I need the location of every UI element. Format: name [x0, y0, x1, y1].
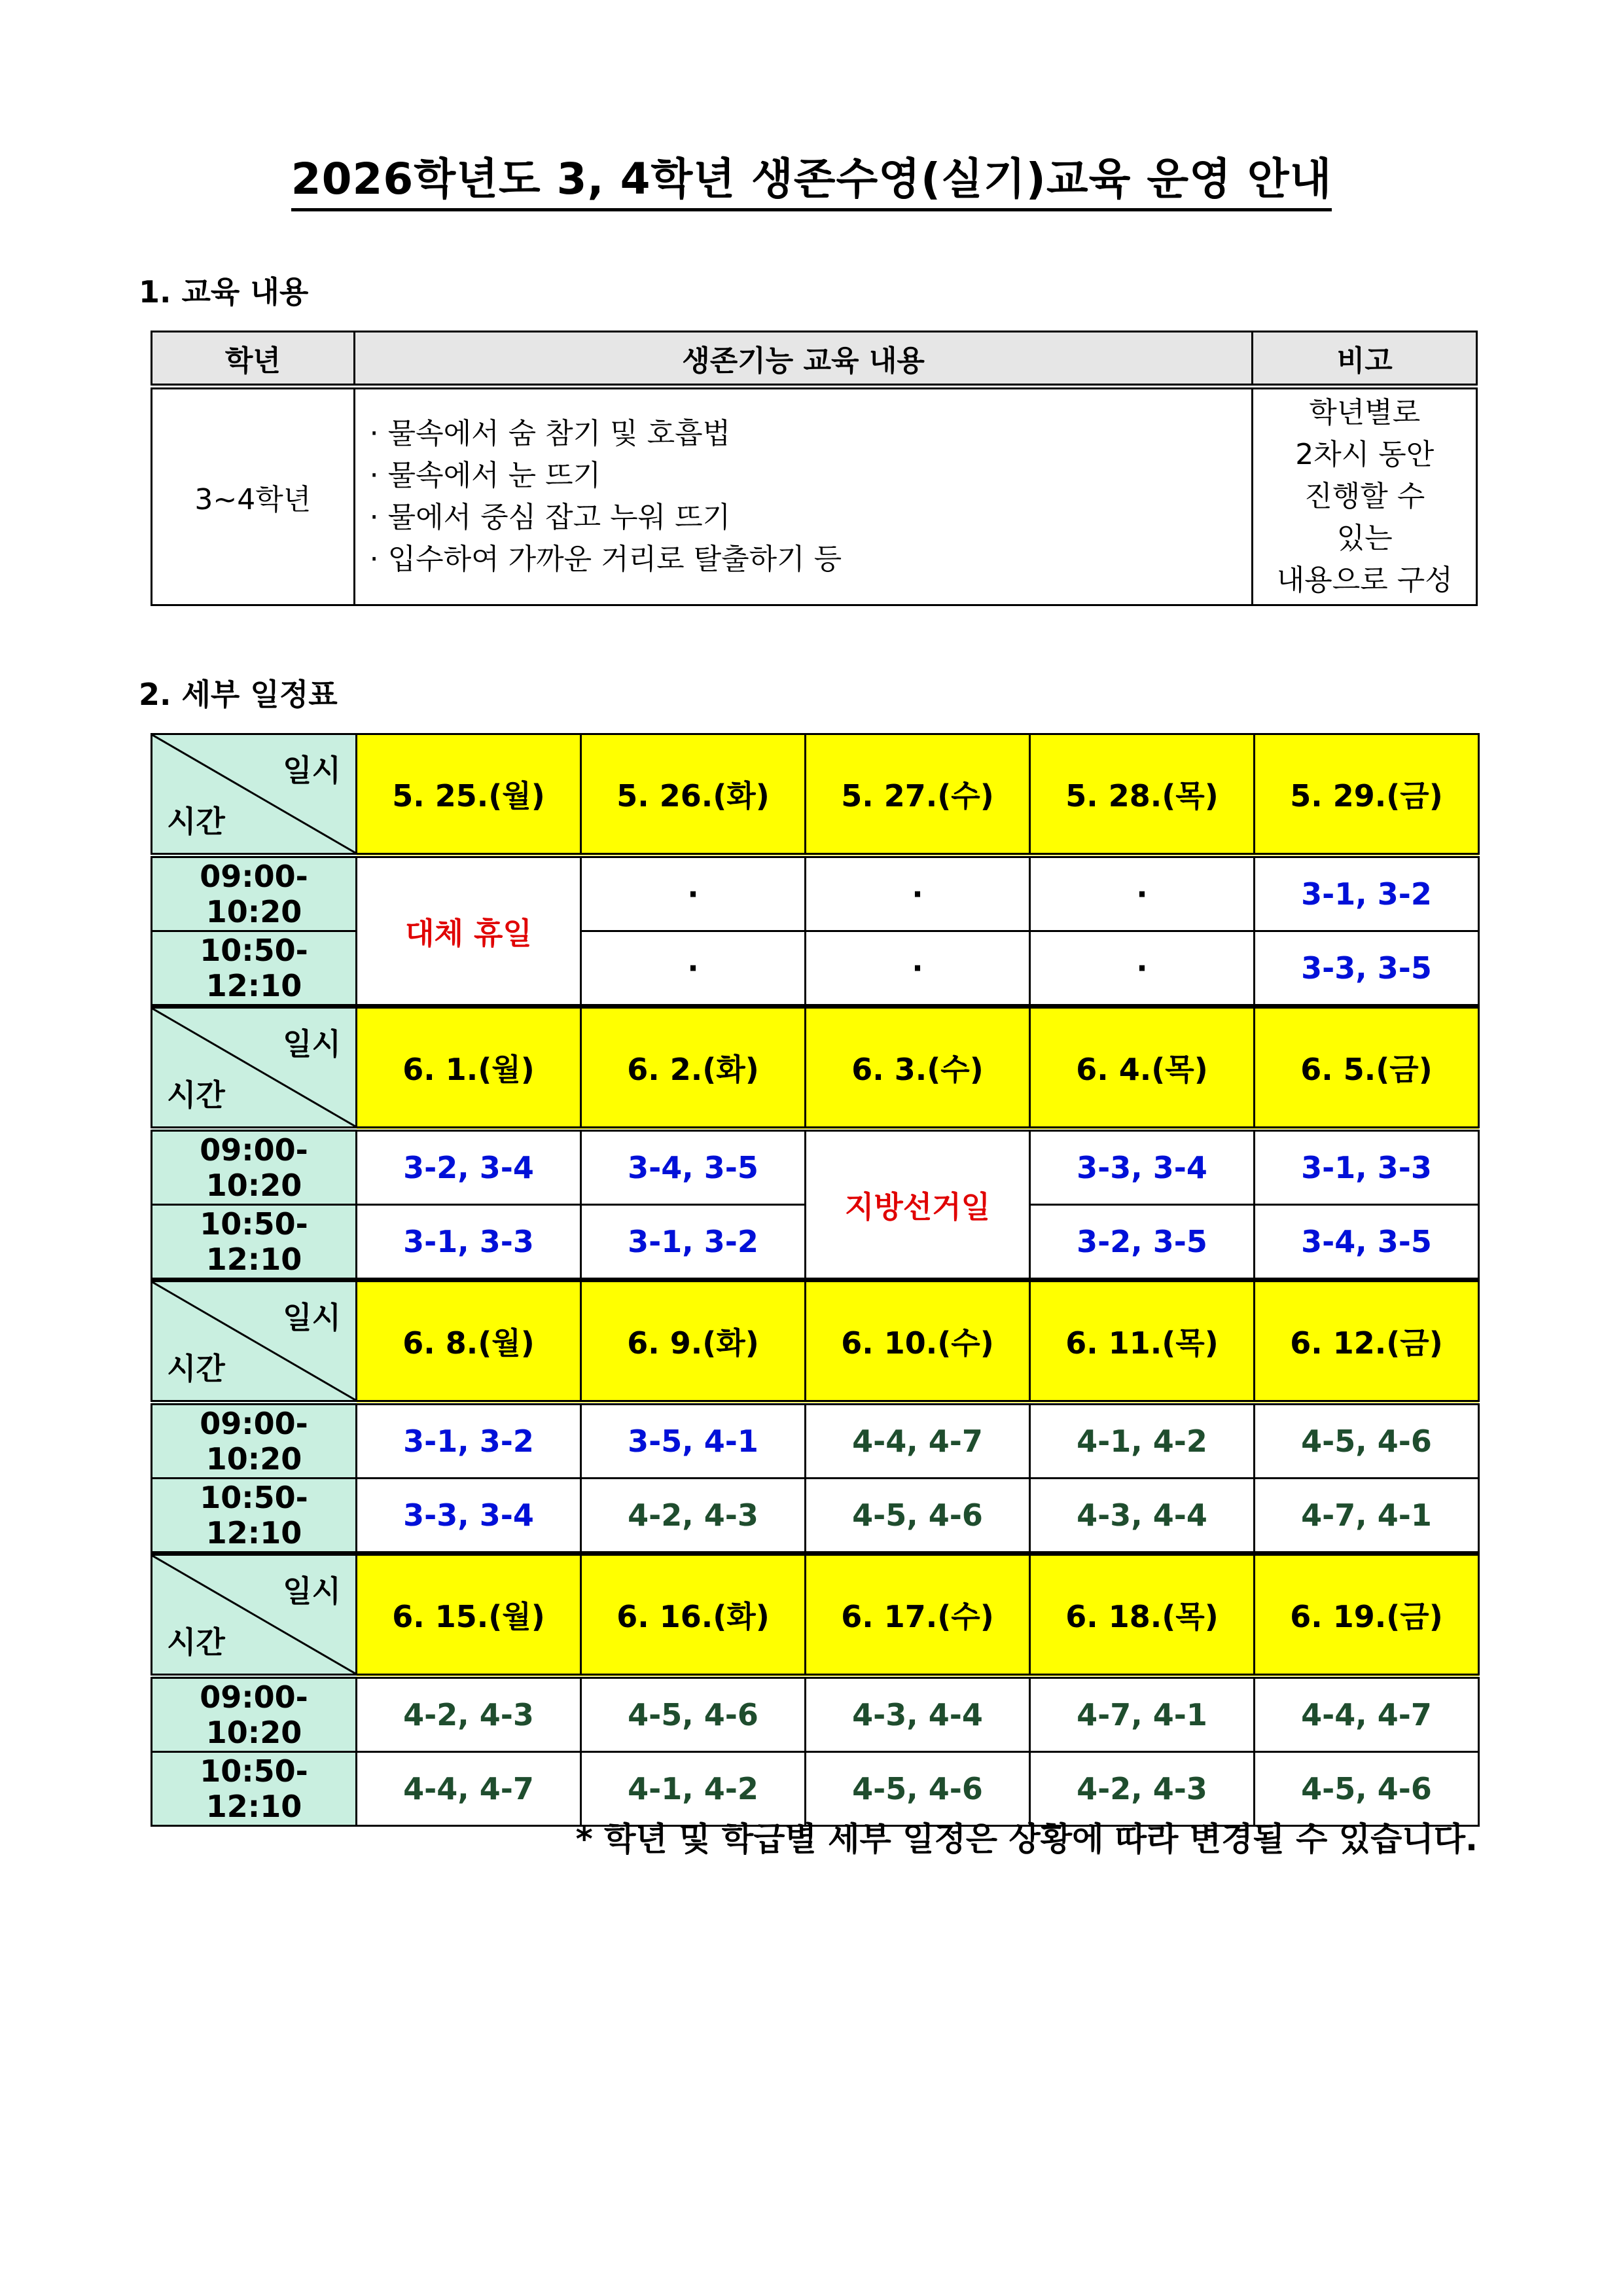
- corner-date-label: 일시: [283, 1026, 341, 1062]
- corner-time-label: 시간: [167, 1077, 225, 1113]
- content-item: · 물속에서 숨 참기 및 호흡법: [369, 417, 731, 450]
- date-cell: 6. 15.(월): [357, 1554, 581, 1677]
- note-line: 2차시 동안: [1295, 438, 1435, 471]
- date-cell: 6. 18.(목): [1030, 1554, 1255, 1677]
- session-row: [152, 855, 1479, 931]
- class-cell: 4-4, 4-7: [357, 1752, 581, 1826]
- date-cell: 6. 3.(수): [806, 1007, 1030, 1130]
- session-row: [152, 1479, 1479, 1554]
- corner-cell: [152, 1554, 357, 1677]
- date-cell: 6. 9.(화): [581, 1280, 806, 1403]
- class-cell: 4-1, 4-2: [1030, 1403, 1255, 1479]
- class-cell: 4-2, 4-3: [1030, 1752, 1255, 1826]
- header-note: 비고: [1253, 332, 1477, 387]
- session-row: [152, 1403, 1479, 1479]
- header-content: 생존기능 교육 내용: [354, 332, 1253, 387]
- class-cell: 4-2, 4-3: [581, 1479, 806, 1554]
- class-cell: 4-3, 4-4: [1030, 1479, 1255, 1554]
- date-cell: 5. 26.(화): [581, 734, 806, 856]
- note-cell: [1253, 387, 1477, 605]
- class-cell: 3-2, 3-5: [1030, 1205, 1255, 1280]
- class-cell: 3-2, 3-4: [357, 1129, 581, 1205]
- class-cell: 3-4, 3-5: [581, 1129, 806, 1205]
- class-cell: ·: [806, 855, 1030, 931]
- time-cell: 09:00-10:20: [152, 1676, 357, 1752]
- section1-heading: 1. 교육 내용: [139, 274, 309, 310]
- date-header-row: [152, 1554, 1479, 1677]
- date-header-row: [152, 1280, 1479, 1403]
- class-cell: 3-1, 3-2: [357, 1403, 581, 1479]
- class-cell: 4-5, 4-6: [581, 1676, 806, 1752]
- class-cell: 4-4, 4-7: [1255, 1676, 1479, 1752]
- class-cell: 4-1, 4-2: [581, 1752, 806, 1826]
- class-cell: ·: [581, 931, 806, 1007]
- class-cell: 3-1, 3-3: [357, 1205, 581, 1280]
- grade-cell: 3~4학년: [152, 387, 355, 605]
- holiday-cell: 대체 휴일: [357, 855, 581, 1007]
- session-row: [152, 1676, 1479, 1752]
- class-cell: 3-3, 3-5: [1255, 931, 1479, 1007]
- date-cell: 6. 8.(월): [357, 1280, 581, 1403]
- date-cell: 5. 25.(월): [357, 734, 581, 856]
- corner-date-label: 일시: [283, 1573, 341, 1609]
- time-cell: 09:00-10:20: [152, 1403, 357, 1479]
- content-item: · 물에서 중심 잡고 누워 뜨기: [369, 501, 731, 534]
- session-row: [152, 1129, 1479, 1205]
- class-cell: 3-1, 3-3: [1255, 1129, 1479, 1205]
- date-cell: 6. 5.(금): [1255, 1007, 1479, 1130]
- class-cell: 3-4, 3-5: [1255, 1205, 1479, 1280]
- class-cell: 4-5, 4-6: [806, 1479, 1030, 1554]
- class-cell: 4-4, 4-7: [806, 1403, 1030, 1479]
- note-line: 진행할 수: [1304, 480, 1425, 513]
- corner-date-label: 일시: [283, 1300, 341, 1335]
- class-cell: 4-5, 4-6: [806, 1752, 1030, 1826]
- corner-time-label: 시간: [167, 1351, 225, 1386]
- content-item: · 입수하여 가까운 거리로 탈출하기 등: [369, 543, 842, 576]
- class-cell: 3-3, 3-4: [357, 1479, 581, 1554]
- corner-cell: [152, 1007, 357, 1130]
- page-title: 2026학년도 3, 4학년 생존수영(실기)교육 운영 안내: [0, 144, 1623, 206]
- date-header-row: [152, 1007, 1479, 1130]
- session-row: [152, 931, 1479, 1007]
- header-grade: 학년: [152, 332, 355, 387]
- date-cell: 6. 12.(금): [1255, 1280, 1479, 1403]
- education-content-table: [151, 331, 1478, 606]
- date-cell: 6. 4.(목): [1030, 1007, 1255, 1130]
- holiday-cell: 지방선거일: [806, 1129, 1030, 1280]
- date-header-row: [152, 734, 1479, 856]
- class-cell: ·: [581, 855, 806, 931]
- time-cell: 10:50-12:10: [152, 931, 357, 1007]
- date-cell: 5. 29.(금): [1255, 734, 1479, 856]
- date-cell: 6. 2.(화): [581, 1007, 806, 1130]
- date-cell: 6. 19.(금): [1255, 1554, 1479, 1677]
- time-cell: 10:50-12:10: [152, 1205, 357, 1280]
- note-line: 있는: [1336, 522, 1393, 555]
- class-cell: ·: [1030, 855, 1255, 931]
- content-items: [354, 387, 1253, 605]
- date-cell: 6. 11.(목): [1030, 1280, 1255, 1403]
- date-cell: 6. 17.(수): [806, 1554, 1030, 1677]
- date-cell: 6. 16.(화): [581, 1554, 806, 1677]
- footnote: * 학년 및 학급별 세부 일정은 상황에 따라 변경될 수 있습니다.: [575, 1820, 1478, 1858]
- time-cell: 10:50-12:10: [152, 1752, 357, 1826]
- date-cell: 6. 10.(수): [806, 1280, 1030, 1403]
- class-cell: 4-7, 4-1: [1030, 1676, 1255, 1752]
- corner-time-label: 시간: [167, 804, 225, 839]
- content-item: · 물속에서 눈 뜨기: [369, 459, 601, 492]
- note-line: 학년별로: [1309, 396, 1421, 429]
- class-cell: 3-5, 4-1: [581, 1403, 806, 1479]
- class-cell: ·: [806, 931, 1030, 1007]
- corner-cell: [152, 1280, 357, 1403]
- section2-heading: 2. 세부 일정표: [139, 677, 338, 712]
- class-cell: 3-3, 3-4: [1030, 1129, 1255, 1205]
- class-cell: 4-7, 4-1: [1255, 1479, 1479, 1554]
- class-cell: 3-1, 3-2: [1255, 855, 1479, 931]
- class-cell: ·: [1030, 931, 1255, 1007]
- note-line: 내용으로 구성: [1276, 564, 1453, 597]
- class-cell: 4-5, 4-6: [1255, 1403, 1479, 1479]
- schedule-table: [151, 733, 1480, 1827]
- time-cell: 09:00-10:20: [152, 855, 357, 931]
- corner-time-label: 시간: [167, 1624, 225, 1660]
- time-cell: 10:50-12:10: [152, 1479, 357, 1554]
- corner-date-label: 일시: [283, 753, 341, 788]
- time-cell: 09:00-10:20: [152, 1129, 357, 1205]
- date-cell: 6. 1.(월): [357, 1007, 581, 1130]
- corner-cell: [152, 734, 357, 856]
- class-cell: 3-1, 3-2: [581, 1205, 806, 1280]
- class-cell: 4-5, 4-6: [1255, 1752, 1479, 1826]
- date-cell: 5. 28.(목): [1030, 734, 1255, 856]
- class-cell: 4-3, 4-4: [806, 1676, 1030, 1752]
- date-cell: 5. 27.(수): [806, 734, 1030, 856]
- class-cell: 4-2, 4-3: [357, 1676, 581, 1752]
